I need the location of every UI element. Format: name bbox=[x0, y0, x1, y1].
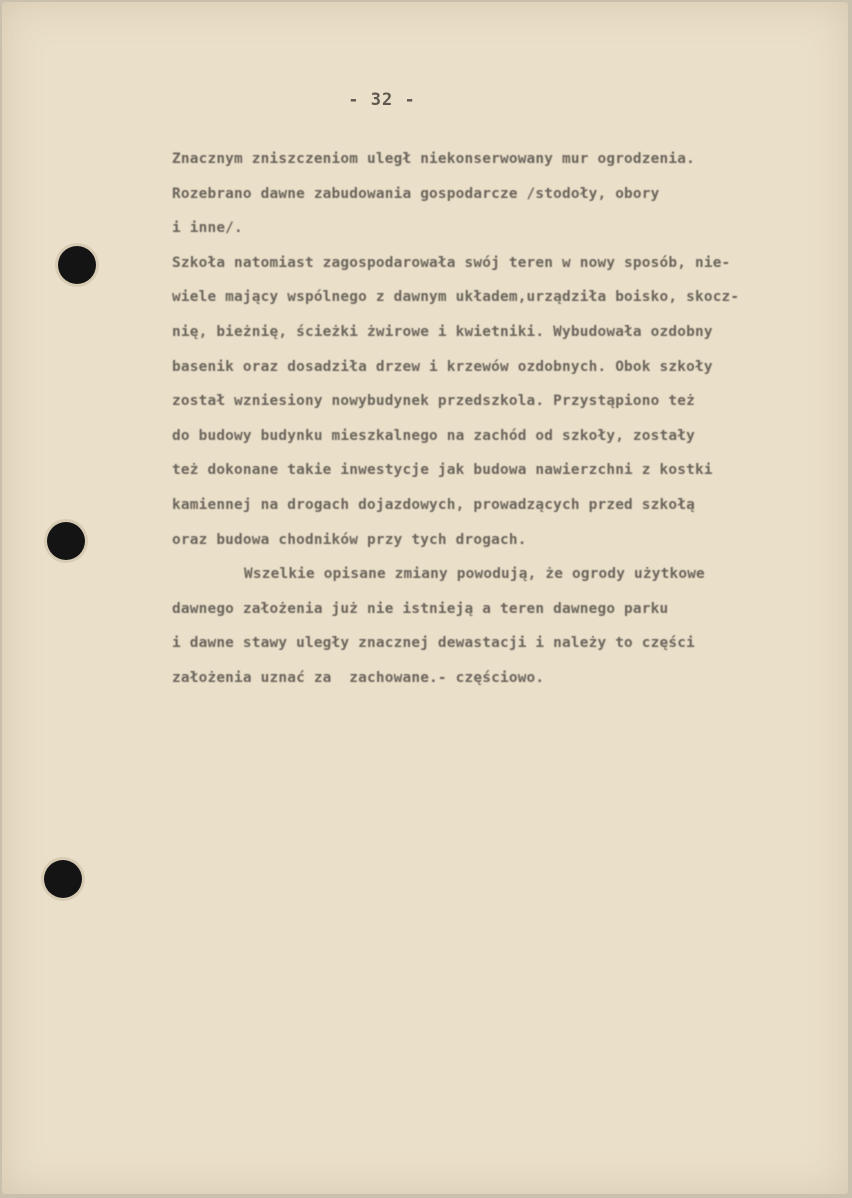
text-line: wiele mający wspólnego z dawnym układem,urządziła boisko, skocz- bbox=[172, 289, 740, 306]
text-line: basenik oraz dosadziła drzew i krzewów ozdobnych. Obok szkoły bbox=[172, 358, 713, 375]
punch-hole bbox=[47, 522, 85, 560]
text-line: też dokonane takie inwestycje jak budowa nawierzchni z kostki bbox=[172, 462, 713, 479]
text-line: założenia uznać za zachowane.- częściowo. bbox=[172, 669, 545, 686]
text-line: kamiennej na drogach dojazdowych, prowadzących przed szkołą bbox=[172, 496, 695, 513]
text-line: do budowy budynku mieszkalnego na zachód od szkoły, zostały bbox=[172, 427, 695, 444]
text-line: został wzniesiony nowybudynek przedszkola. Przystąpiono też bbox=[172, 393, 695, 410]
document-page bbox=[2, 2, 848, 1194]
body-text bbox=[172, 142, 832, 696]
text-line: Rozebrano dawne zabudowania gospodarcze /stodoły, obory bbox=[172, 185, 660, 202]
text-line: i inne/. bbox=[172, 220, 243, 237]
text-line: Znacznym zniszczeniom uległ niekonserwowany mur ogrodzenia. bbox=[172, 151, 695, 167]
text-line: Wszelkie opisane zmiany powodują, że ogrody użytkowe bbox=[244, 566, 705, 583]
punch-hole bbox=[44, 860, 82, 898]
text-line: oraz budowa chodników przy tych drogach. bbox=[172, 531, 527, 548]
text-line: nię, bieżnię, ścieżki żwirowe i kwietniki. Wybudowała ozdobny bbox=[172, 323, 713, 340]
text-line: Szkoła natomiast zagospodarowała swój teren w nowy sposób, nie- bbox=[172, 254, 731, 271]
text-line: dawnego założenia już nie istnieją a teren dawnego parku bbox=[172, 600, 669, 617]
text-line: i dawne stawy uległy znacznej dewastacji i należy to części bbox=[172, 635, 695, 652]
punch-hole bbox=[58, 246, 96, 284]
page-number: - 32 - bbox=[348, 90, 416, 110]
